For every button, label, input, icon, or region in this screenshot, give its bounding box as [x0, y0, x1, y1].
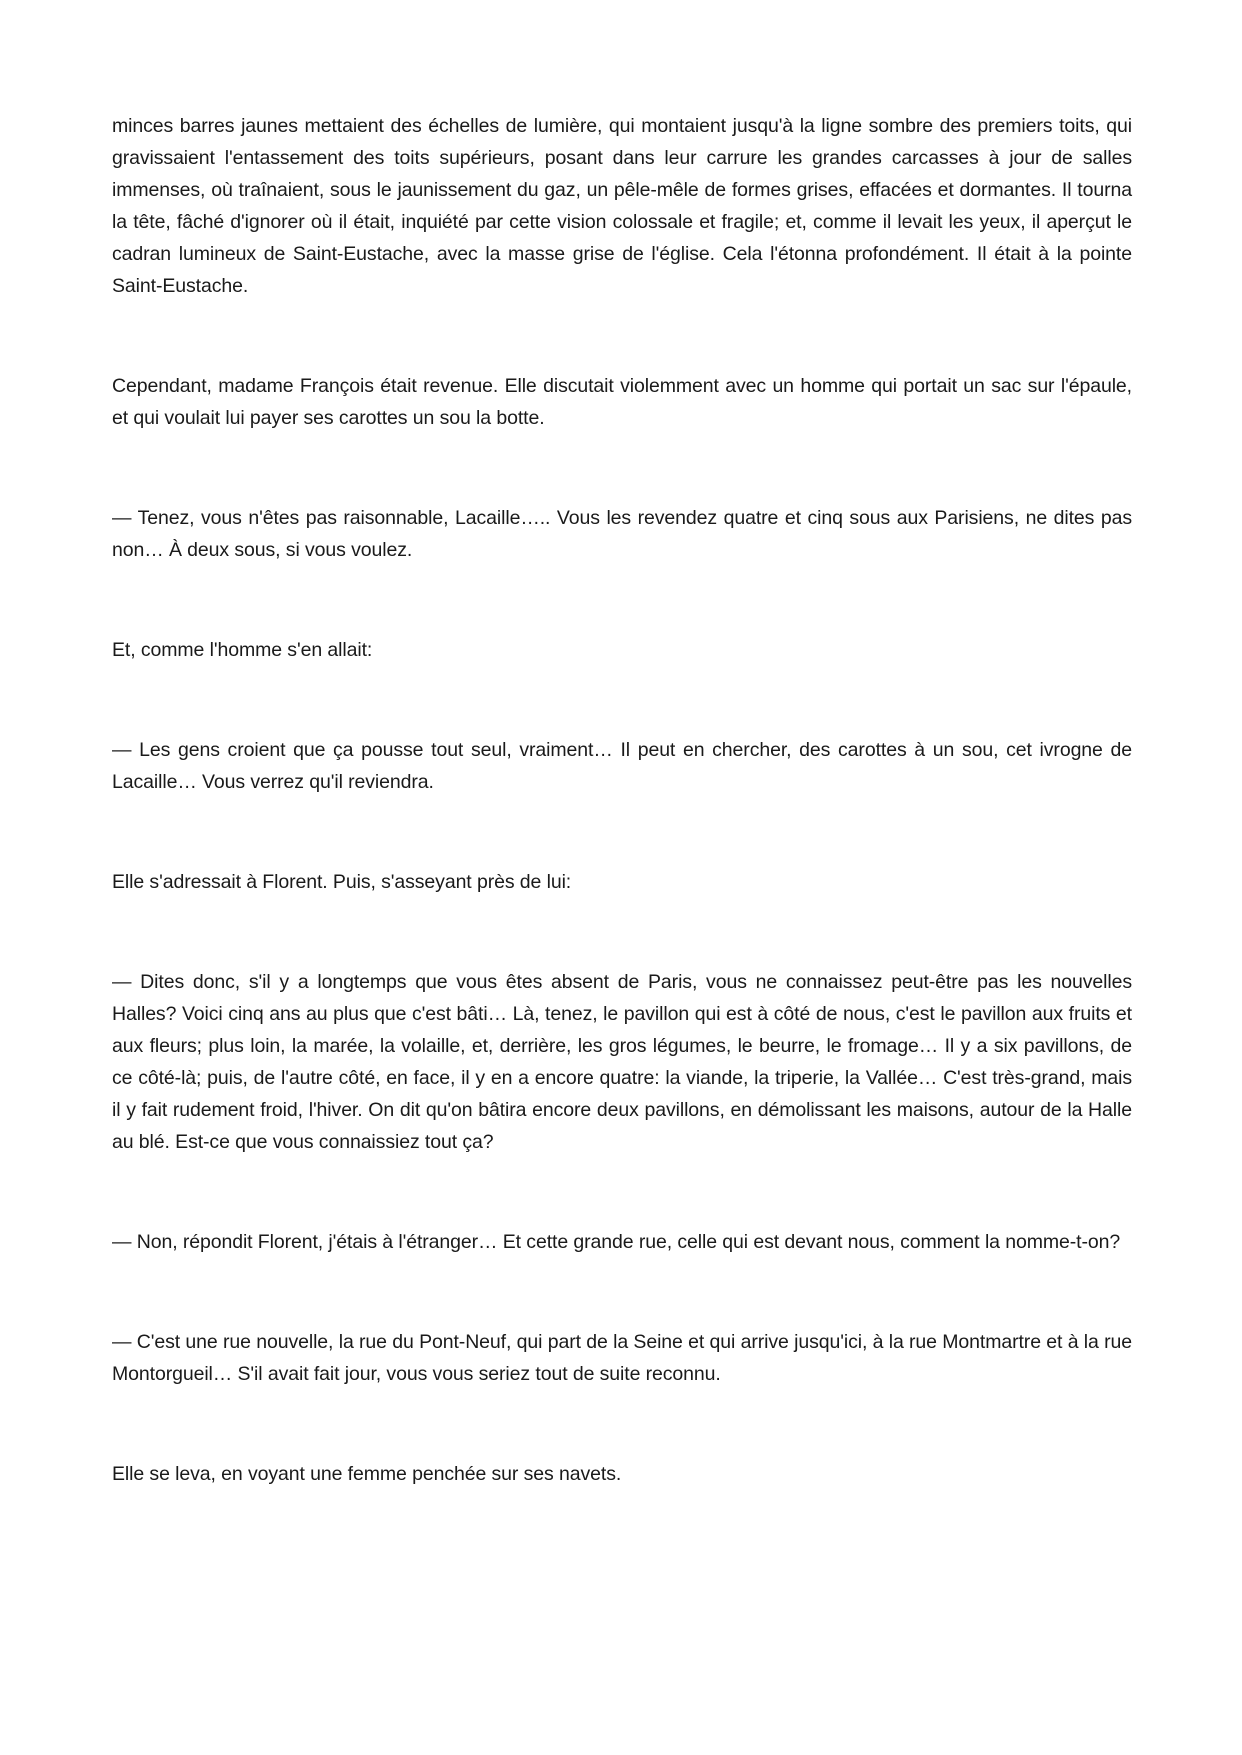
paragraph-10: Elle se leva, en voyant une femme penchée sur ses navets.	[112, 1463, 622, 1485]
paragraph-gap	[112, 1158, 1132, 1226]
paragraph-8: — Non, répondit Florent, j'étais à l'étranger… Et cette grande rue, celle qui est devant nous, comment la nomme-t-on?	[112, 1231, 1121, 1253]
paragraph-7: — Dites donc, s'il y a longtemps que vous êtes absent de Paris, vous ne connaissez peut-être pas les nouvelles Halles? Voici cinq ans au plus que c'est bâti… Là, tenez, le pavillon qui est à côté de nous, c'est le pavillon aux fruits et aux fleurs; plus loin, la marée, la volaille, et, derrière, les gros légumes, le beurre, le fromage… Il y a six pavillons, de ce côté-là; puis, de l'autre côté, en face, il y en a encore quatre: la viande, la triperie, la Vallée… C'est très-grand, mais il y fait rudement froid, l'hiver. On dit qu'on bâtira encore deux pavillons, en démolissant les maisons, autour de la Halle au blé. Est-ce que vous connaissiez tout ça?	[112, 971, 1132, 1153]
paragraph-gap	[112, 666, 1132, 734]
paragraph-6: Elle s'adressait à Florent. Puis, s'asseyant près de lui:	[112, 871, 572, 893]
paragraph-1: minces barres jaunes mettaient des échelles de lumière, qui montaient jusqu'à la ligne sombre des premiers toits, qui gravissaient l'entassement des toits supérieurs, posant dans leur carrure les grandes carcasses à jour de salles immenses, où traînaient, sous le jaunissement du gaz, un pêle-mêle de formes grises, effacées et dormantes. Il tourna la tête, fâché d'ignorer où il était, inquiété par cette vision colossale et fragile; et, comme il levait les yeux, il aperçut le cadran lumineux de Saint-Eustache, avec la masse grise de l'église. Cela l'étonna profondément. Il était à la pointe Saint-Eustache.	[112, 115, 1132, 297]
paragraph-gap	[112, 1390, 1132, 1458]
paragraph-2: Cependant, madame François était revenue. Elle discutait violemment avec un homme qui portait un sac sur l'épaule, et qui voulait lui payer ses carottes un sou la botte.	[112, 375, 1132, 429]
paragraph-5: — Les gens croient que ça pousse tout seul, vraiment… Il peut en chercher, des carottes à un sou, cet ivrogne de Lacaille… Vous verrez qu'il reviendra.	[112, 739, 1132, 793]
paragraph-gap	[112, 566, 1132, 634]
paragraph-3: — Tenez, vous n'êtes pas raisonnable, Lacaille….. Vous les revendez quatre et cinq sous aux Parisiens, ne dites pas non… À deux sous, si vous voulez.	[112, 507, 1132, 561]
paragraph-gap	[112, 798, 1132, 866]
paragraph-gap	[112, 302, 1132, 370]
paragraph-9: — C'est une rue nouvelle, la rue du Pont-Neuf, qui part de la Seine et qui arrive jusqu'ici, à la rue Montmartre et à la rue Montorgueil… S'il avait fait jour, vous vous seriez tout de suite reconnu.	[112, 1331, 1132, 1385]
paragraph-gap	[112, 434, 1132, 502]
document-page	[112, 110, 1132, 1490]
paragraph-4: Et, comme l'homme s'en allait:	[112, 639, 373, 661]
paragraph-gap	[112, 1258, 1132, 1326]
paragraph-gap	[112, 898, 1132, 966]
